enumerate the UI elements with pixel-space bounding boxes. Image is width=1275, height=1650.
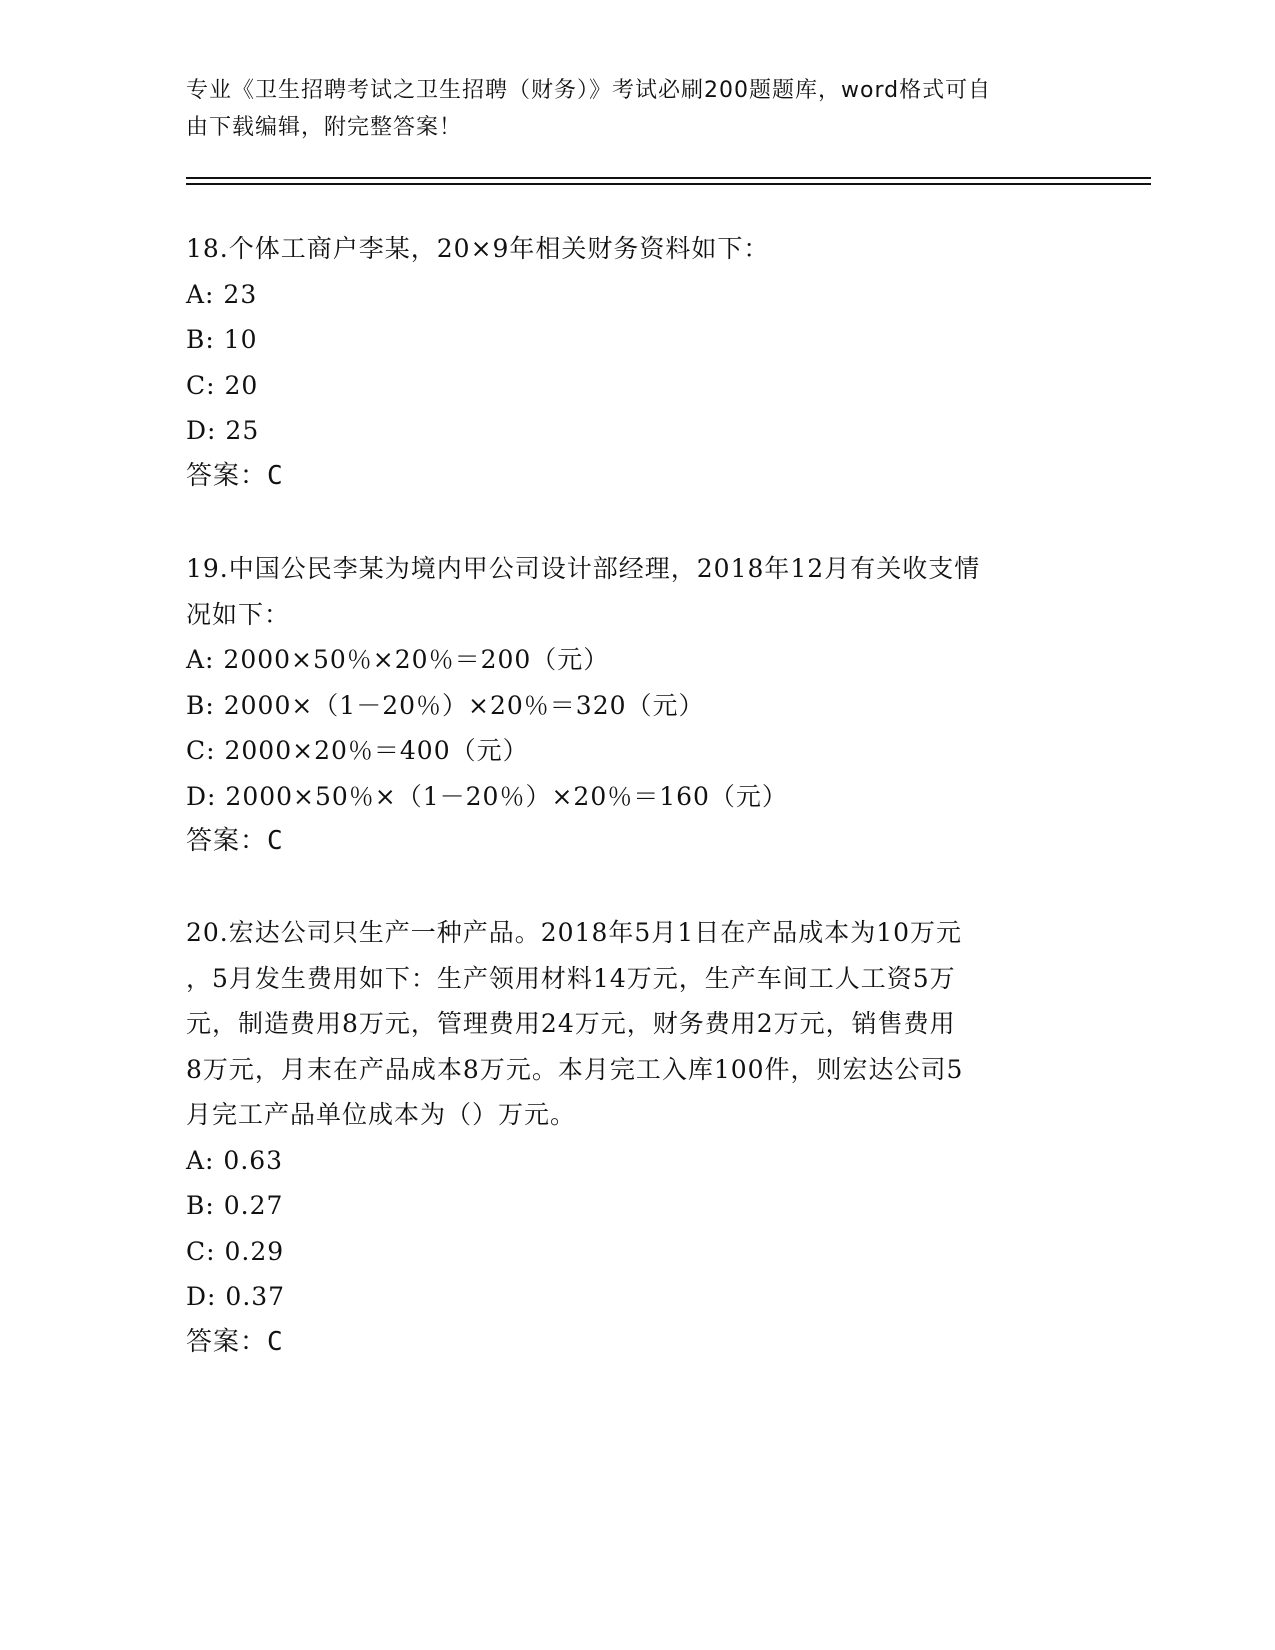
question-stem: 19.中国公民李某为境内甲公司设计部经理，2018年12月有关收支情 (186, 554, 981, 583)
option-d: D: 0.37 (186, 1282, 286, 1311)
header-divider (186, 183, 1151, 185)
answer-line (186, 454, 1086, 500)
document-header (186, 72, 1086, 146)
option-c: C: 0.29 (186, 1236, 285, 1266)
option-a: A: 2000×50％×20％＝200（元） (186, 645, 610, 674)
question-19 (186, 546, 1086, 865)
question-stem: ，5月发生费用如下：生产领用材料14万元，生产车间工人工资5万 (186, 963, 956, 993)
option-c: C: 2000×20％＝400（元） (186, 736, 529, 765)
question-stem: 18.个体工商户李某，20×9年相关财务资料如下： (186, 234, 770, 263)
option-b: B: 10 (186, 325, 258, 354)
answer-line (186, 819, 1086, 865)
header-divider (186, 177, 1151, 179)
answer-label: 答案： (186, 826, 268, 856)
header-line: 专业《卫生招聘考试之卫生招聘（财务）》考试必刷200题题库，word格式可自 (186, 78, 992, 103)
question-stem: 元，制造费用8万元，管理费用24万元，财务费用2万元，销售费用 (186, 1009, 956, 1038)
question-18 (186, 226, 1086, 499)
answer-value: C (267, 1326, 284, 1357)
answer-label: 答案： (186, 460, 268, 491)
answer-value: C (267, 826, 284, 856)
header-line: 由下载编辑，附完整答案！ (186, 115, 463, 140)
answer-line (186, 1320, 1086, 1366)
answer-label: 答案： (186, 1326, 268, 1357)
question-stem: 月完工产品单位成本为（）万元。 (186, 1100, 577, 1129)
question-stem: 况如下： (186, 599, 291, 629)
option-d: D: 2000×50％×（1－20％）×20％＝160（元） (186, 781, 788, 811)
question-stem: 20.宏达公司只生产一种产品。2018年5月1日在产品成本为10万元 (186, 918, 963, 947)
question-stem: 8万元，月末在产品成本8万元。本月完工入库100件，则宏达公司5 (186, 1054, 964, 1084)
option-d: D: 25 (186, 416, 260, 445)
answer-value: C (267, 460, 284, 491)
option-a: A: 0.63 (186, 1145, 284, 1175)
option-b: B: 0.27 (186, 1191, 284, 1220)
option-b: B: 2000×（1－20％）×20％＝320（元） (186, 690, 705, 720)
option-a: A: 23 (186, 279, 258, 309)
question-20 (186, 910, 1086, 1365)
option-c: C: 20 (186, 370, 259, 400)
